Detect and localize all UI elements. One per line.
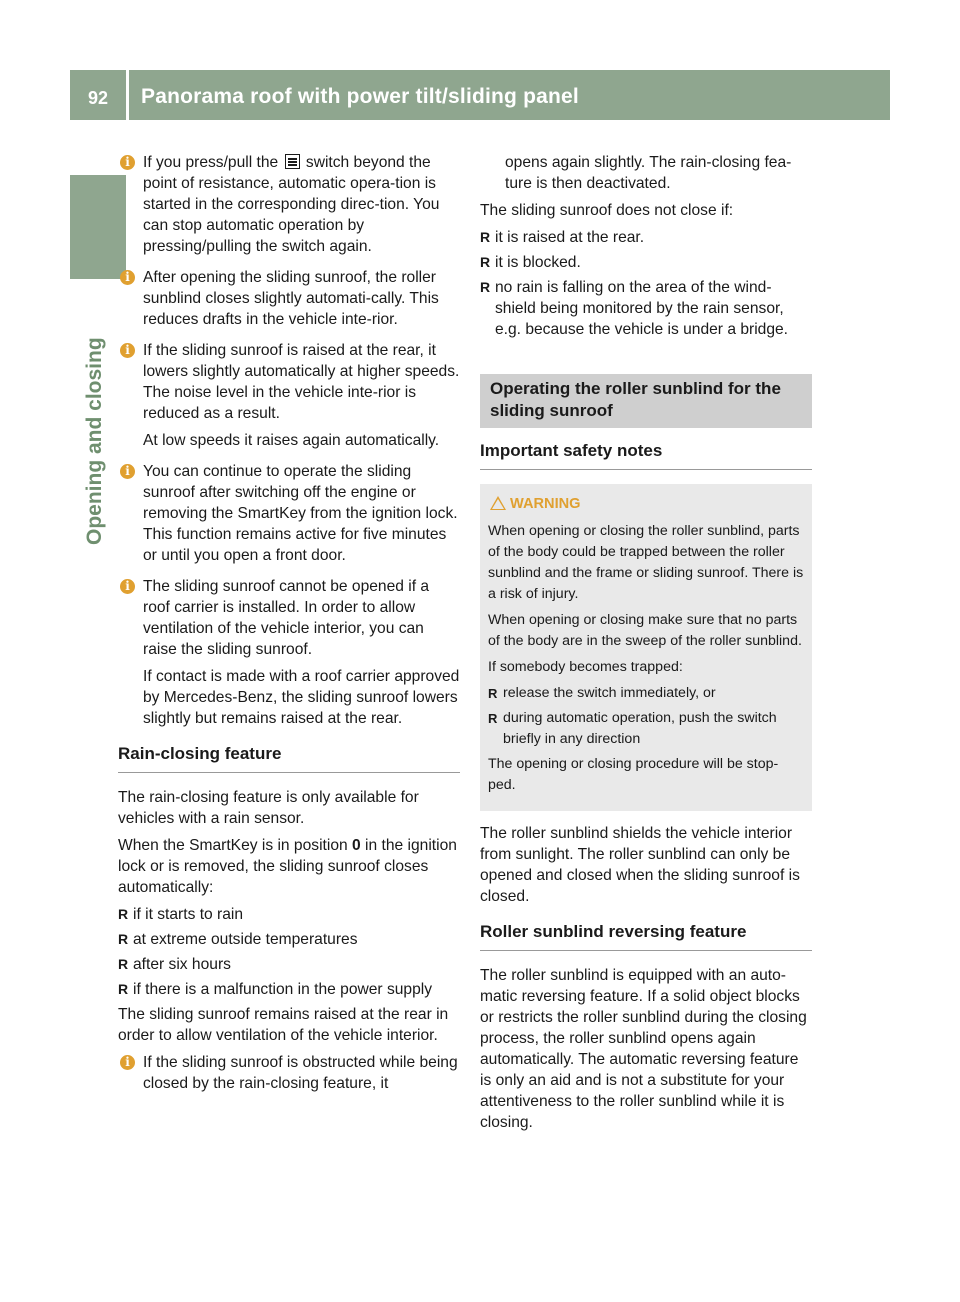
paragraph: The sliding sunroof remains raised at the rear in order to allow ventilation of the vehicle interior. — [118, 1006, 449, 1044]
side-section-label: Opening and closing — [83, 337, 106, 545]
info-icon: i — [120, 1055, 135, 1070]
info-note-text: If the sliding sunroof is raised at the rear, it lowers slightly automatically at higher speeds. The noise level in the vehicle inte-rior is reduced as a result. — [143, 342, 460, 422]
info-note — [118, 461, 460, 566]
info-icon: i — [120, 579, 135, 594]
paragraph: When the SmartKey is in position 0 in the ignition lock or is removed, the sliding sunroof closes automatically: — [118, 837, 457, 896]
list-item: R it is raised at the rear. — [480, 227, 812, 248]
warning-title: WARNING — [488, 494, 804, 515]
warning-text: The opening or closing procedure will be stop-ped. — [488, 756, 779, 793]
info-note — [118, 1052, 460, 1094]
paragraph: The sliding sunroof does not close if: — [480, 202, 734, 219]
right-column — [480, 152, 812, 1139]
info-note-text: If the sliding sunroof is obstructed while being closed by the rain-closing feature, it — [143, 1054, 458, 1092]
warning-icon — [490, 496, 506, 510]
section-heading: Rain-closing feature — [118, 743, 460, 773]
list-item: R during automatic operation, push the switch briefly in any direction — [488, 708, 804, 750]
list-item: R if there is a malfunction in the power supply — [118, 979, 460, 1000]
info-note-text: You can continue to operate the sliding sunroof after switching off the engine or removing the SmartKey from the ignition lock. This function remains active for five minutes or until you open a front door. — [143, 463, 458, 564]
paragraph: The roller sunblind is equipped with an auto-matic reversing feature. If a solid object blocks or restricts the roller sunblind during the closing process, the roller sunblind opens again automatically. The automatic reversing feature is only an aid and is not a substitute for your attentiveness to the roller sunblind while it is closing. — [480, 967, 807, 1131]
info-note-text: After opening the sliding sunroof, the roller sunblind closes slightly automati-cally. This reduces drafts in the vehicle inte-rior. — [143, 269, 439, 328]
info-note-text: If you press/pull the switch beyond the point of resistance, automatic opera-tion is started in the corresponding direc-tion. You can stop automatic operation by pressing/pulling the switch again. — [143, 154, 440, 255]
info-icon: i — [120, 464, 135, 479]
warning-box — [480, 484, 812, 811]
info-icon: i — [120, 270, 135, 285]
warning-text: When opening or closing make sure that no parts of the body are in the sweep of the roller sunblind. — [488, 612, 802, 649]
warning-list — [488, 683, 804, 750]
section-heading: Important safety notes — [480, 440, 812, 470]
info-note-text: At low speeds it raises again automatically. — [143, 432, 440, 449]
info-note-text: The sliding sunroof cannot be opened if a roof carrier is installed. In order to allow ventilation of the vehicle interior, you can raise the sliding sunroof. — [143, 578, 430, 658]
info-note — [118, 152, 460, 257]
list-item: R release the switch immediately, or — [488, 683, 804, 704]
chapter-heading: Operating the roller sunblind for the sliding sunroof — [480, 374, 812, 428]
section-heading: Roller sunblind reversing feature — [480, 921, 812, 951]
info-note — [118, 340, 460, 451]
bullet-list — [480, 227, 812, 340]
list-item: R no rain is falling on the area of the wind-shield being monitored by the rain sensor, e.g. because the vehicle is under a bridge. — [480, 277, 812, 340]
header-divider — [126, 70, 129, 120]
info-note — [118, 267, 460, 330]
list-item: R if it starts to rain — [118, 904, 460, 925]
list-item: R it is blocked. — [480, 252, 812, 273]
info-icon: i — [120, 343, 135, 358]
info-note — [118, 576, 460, 729]
info-note-continued: opens again slightly. The rain-closing fea-ture is then deactivated. — [505, 154, 792, 192]
info-icon: i — [120, 155, 135, 170]
bullet-list — [118, 904, 460, 1000]
warning-text: If somebody becomes trapped: — [488, 659, 683, 675]
left-column — [118, 152, 460, 1104]
paragraph: The rain-closing feature is only available for vehicles with a rain sensor. — [118, 789, 419, 827]
warning-text: When opening or closing the roller sunblind, parts of the body could be trapped between the roller sunblind and the frame or sliding sunroof. There is a risk of injury. — [488, 523, 804, 602]
key-position: 0 — [352, 837, 361, 854]
page-number: 92 — [87, 88, 109, 108]
paragraph: The roller sunblind shields the vehicle interior from sunlight. The roller sunblind can only be opened and closed when the sliding sunroof is closed. — [480, 825, 800, 905]
switch-icon — [285, 154, 300, 169]
list-item: R at extreme outside temperatures — [118, 929, 460, 950]
info-note-text: If contact is made with a roof carrier approved by Mercedes-Benz, the sliding sunroof lowers slightly but remains raised at the rear. — [143, 668, 460, 727]
list-item: R after six hours — [118, 954, 460, 975]
running-title: Panorama roof with power tilt/sliding panel — [141, 85, 579, 108]
